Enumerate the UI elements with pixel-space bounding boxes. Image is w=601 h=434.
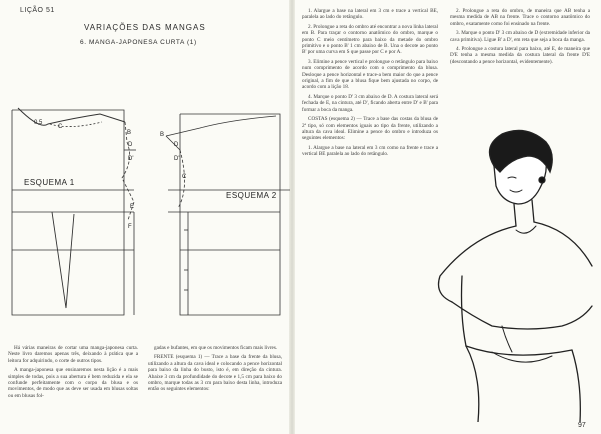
paragraph: 3. Marque o ponto D' 3 cm abaixo de D (extremidade inferior da cava primitiva). Ligue B' a D', em reta que seja a boca da manga. xyxy=(450,30,590,43)
paragraph: 1. Alargue a base na lateral em 3 cm como na frente e trace a vertical BE paralela ao lado do retângulo. xyxy=(302,144,438,158)
text-column-far-right xyxy=(450,8,590,68)
paragraph: 3. Elimine a pence vertical e prolongue o retângulo para baixo num comprimento de acordo com o comprimento da blusa. Desloque a pence horizontal e trace-a bem maior do que a pence original, a fim de que a blusa fique bem ajustada no corpo, de acordo com a lição 18. xyxy=(302,58,438,91)
paragraph: 4. Marque o ponto D' 3 cm abaixo de D. A costura lateral será fechada de E, na cintura, até D', ficando aberta entre D' e B' para formar a boca da manga. xyxy=(302,93,438,113)
point-label: D' xyxy=(128,156,134,162)
text-column-center xyxy=(148,345,282,396)
paragraph: 1. Alargue a base na lateral em 3 cm e trace a vertical BE, paralela ao lado do retângulo. xyxy=(302,8,438,21)
page-number: 97 xyxy=(578,422,586,429)
paragraph: 2. Prolongue a reta do ombro até encontrar a nova linha lateral em B. Para traçar o contorno anatômico do ombro, marque o ponto C meio centímetro para baixo da metade do ombro primitivo e o ponto B' 1 cm abaixo de B. Una o decote ao ponto B' por uma curva em S que passe por C e por A. xyxy=(302,23,438,56)
esquema-1-label: ESQUEMA 1 xyxy=(24,178,75,187)
point-label: F xyxy=(128,224,132,230)
paragraph: 4. Prolongue a costura lateral para baixo, até E, de maneira que D'E tenha a mesma medida da costura lateral da frente D'E (descontando a pence horizontal, evidentemente). xyxy=(450,46,590,65)
point-label: C xyxy=(58,124,63,130)
text-column-left xyxy=(8,345,138,402)
point-label: 0,5 xyxy=(34,120,43,126)
paragraph: COSTAS (esquema 2) — Trace a base das costas da blusa de 2ª tipo, só com elementos iguais ao tipo da frente, utilizando a altura da cava ideal. Elimine a pence do ombro e introduza os seguintes elementos: xyxy=(302,116,438,142)
paragraph: FRENTE (esquema 1) — Trace a base da frente da blusa, utilizando a altura da cava ideal e colocando a pence horizontal para baixo da linha do busto, isto é, em direção da cintura. Abaixe 3 cm da profundidade do decote e 1,5 cm para baixo do ombro, marque todas as 3 cm para baixo desta linha, introduza então os seguintes elementos: xyxy=(148,354,282,393)
point-label: E xyxy=(130,204,135,210)
paragraph: gadas e bufantes, em que os movimentos ficam mais livres. xyxy=(154,345,278,351)
lesson-label: LIÇÃO 51 xyxy=(20,7,55,14)
pattern-diagrams xyxy=(4,90,290,342)
paragraph: 2. Prolongue a reta do ombro, de maneira que AB tenha a mesma medida de AB na frente. Trace o contorno anatômico do ombro, exatamente como foi ensinado na frente. xyxy=(450,8,590,27)
paragraph: A manga-japonesa que ensinaremos nesta lição é a mais simples de todas, pois a sua abertura é bem reduzida e ela se confunde perfeitamente com o corpo da blusa e os movimentos, de modo que as deve ser usada em blusas soltas ou em blusas fol- xyxy=(8,367,138,399)
point-label: D' xyxy=(174,156,180,162)
fashion-illustration xyxy=(432,126,597,422)
page-subtitle: 6. MANGA-JAPONESA CURTA (1) xyxy=(80,39,197,46)
point-label: D xyxy=(174,142,179,148)
point-label: D xyxy=(128,142,133,148)
page-title: VARIAÇÕES DAS MANGAS xyxy=(84,23,206,32)
paragraph: Há várias maneiras de cortar uma manga-japonesa curta. Neste livro daremos apenas três, deixando à prática que a leitora for adquirindo, o corte de outros tipos. xyxy=(8,345,138,364)
esquema-2-rectangle xyxy=(180,114,280,315)
esquema-2-label: ESQUEMA 2 xyxy=(226,191,277,200)
point-label: C xyxy=(182,174,187,180)
text-column-right xyxy=(302,8,438,161)
point-label: B xyxy=(127,130,132,136)
point-label: B xyxy=(160,132,165,138)
esquema-2-diagram xyxy=(166,114,290,315)
esquema-1-diagram xyxy=(12,108,136,315)
